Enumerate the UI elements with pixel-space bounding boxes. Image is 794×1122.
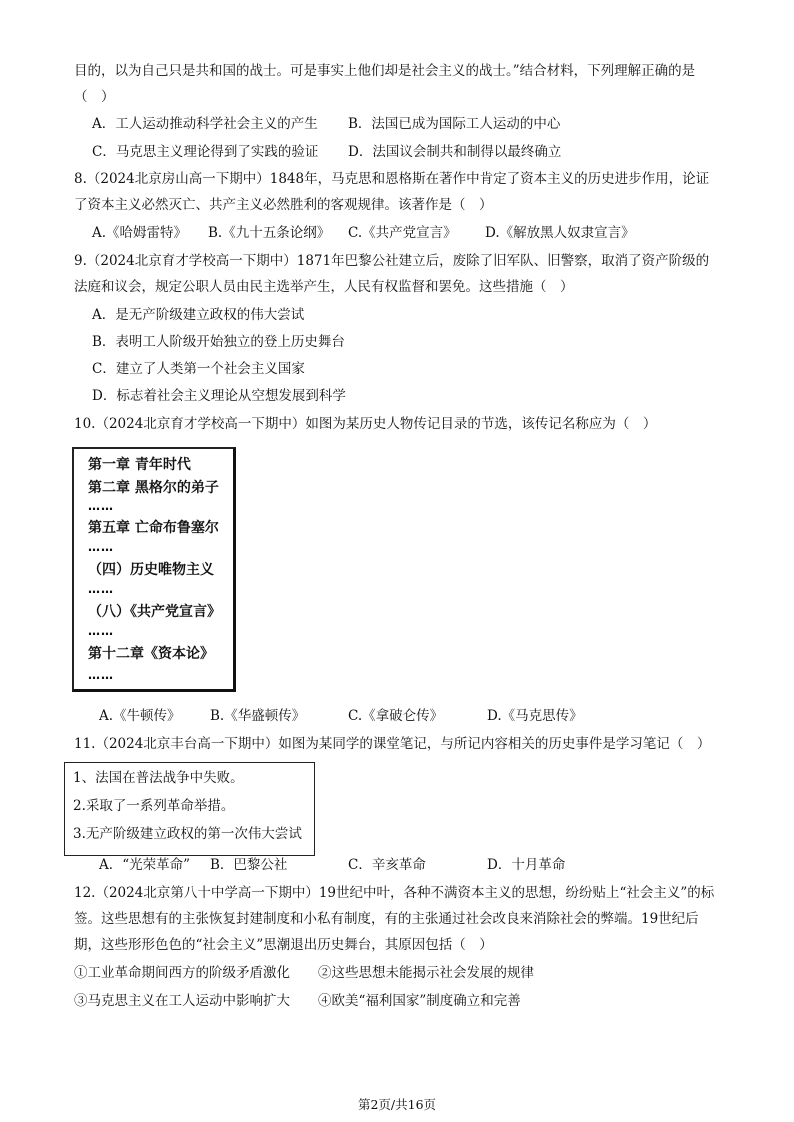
page-number: 第2页/共16页 [357,1097,437,1112]
q7-option-a: A．工人运动推动科学社会主义的产生 [92,116,318,132]
toc-ellipsis: …… [88,668,114,682]
q11-option-a: A．“光荣革命” [99,857,191,873]
q12-stem-line3: 期，这些形形色色的“社会主义”思潮退出历史舞台，其原因包括（ ） [74,937,493,953]
q12-statement-4: ④欧美“福利国家”制度确立和完善 [318,993,521,1009]
toc-section-8: （八）《共产党宣言》 [88,604,221,620]
toc-chapter-5: 第五章 亡命布鲁塞尔 [88,520,219,536]
q11-note-box [64,762,315,856]
toc-ellipsis: …… [88,499,114,513]
note-item-1: 1、法国在普法战争中失败。 [73,770,244,786]
note-item-2: 2.采取了一系列革命举措。 [73,798,235,814]
toc-chapter-12: 第十二章《资本论》 [88,646,214,662]
q12-statement-2: ②这些思想未能揭示社会发展的规律 [318,965,534,981]
q9-option-c: C．建立了人类第一个社会主义国家 [92,361,305,377]
toc-section-4: （四）历史唯物主义 [88,562,214,578]
q10-toc-image [72,447,236,692]
toc-chapter-1: 第一章 青年时代 [88,457,191,473]
toc-ellipsis: …… [88,582,114,596]
q11-option-c: C．辛亥革命 [348,857,426,873]
q7-option-b: B．法国已成为国际工人运动的中心 [348,116,561,132]
q9-stem-line2: 法庭和议会，规定公职人员由民主选举产生，人民有权监督和罢免。这些措施（ ） [74,279,574,295]
note-item-3: 3.无产阶级建立政权的第一次伟大尝试 [73,826,302,842]
toc-chapter-2: 第二章 黑格尔的弟子 [88,480,219,496]
q9-option-b: B．表明工人阶级开始独立的登上历史舞台 [92,334,345,350]
q10-stem: 10.（2024北京育才学校高一下期中）如图为某历史人物传记目录的节选，该传记名称应为（ ） [74,416,657,432]
q12-statement-3: ③马克思主义在工人运动中影响扩大 [74,993,290,1009]
q10-option-b: B.《华盛顿传》 [210,708,306,724]
q12-stem-line1: 12.（2024北京第八十中学高一下期中）19世纪中叶，各种不满资本主义的思想，纷纷贴上“社会主义”的标 [74,885,715,901]
q11-option-d: D．十月革命 [487,857,566,873]
q10-option-a: A.《牛顿传》 [99,708,181,724]
q10-option-d: D.《马克思传》 [487,708,583,724]
q8-stem-line1: 8.（2024北京房山高一下期中）1848年，马克思和恩格斯在著作中肯定了资本主义的历史进步作用，论证 [74,171,710,187]
q7-stem-line1: 目的，以为自己只是共和国的战士。可是事实上他们却是社会主义的战士。”结合材料，下列理解正确的是 [74,63,696,79]
q10-option-c: C.《拿破仑传》 [348,708,444,724]
q8-option-d: D.《解放黑人奴隶宣言》 [485,225,635,241]
toc-ellipsis: …… [88,624,114,638]
q8-stem-line2: 了资本主义必然灭亡、共产主义必然胜利的客观规律。该著作是（ ） [74,197,493,213]
q11-stem: 11.（2024北京丰台高一下期中）如图为某同学的课堂笔记，与所记内容相关的历史事件是学习笔记（ ） [74,736,711,752]
q12-stem-line2: 签。这些思想有的主张恢复封建制度和小私有制度，有的主张通过社会改良来消除社会的弊端。19世纪后 [74,911,699,927]
q8-option-a: A.《哈姆雷特》 [92,225,188,241]
q11-option-b: B．巴黎公社 [210,857,288,873]
q9-stem-line1: 9.（2024北京育才学校高一下期中）1871年巴黎公社建立后，废除了旧军队、旧警察，取消了资产阶级的 [74,253,710,269]
q9-option-a: A．是无产阶级建立政权的伟大尝试 [92,307,305,323]
toc-ellipsis: …… [88,540,114,554]
q12-statement-1: ①工业革命期间西方的阶级矛盾激化 [74,965,290,981]
q7-option-c: C．马克思主义理论得到了实践的验证 [92,144,319,160]
q7-option-d: D．法国议会制共和制得以最终确立 [348,144,562,160]
q7-answer-blank: （ ） [74,89,115,105]
q9-option-d: D．标志着社会主义理论从空想发展到科学 [92,388,346,404]
q8-option-b: B.《九十五条论纲》 [208,225,331,241]
q8-option-c: C.《共产党宣言》 [348,225,457,241]
